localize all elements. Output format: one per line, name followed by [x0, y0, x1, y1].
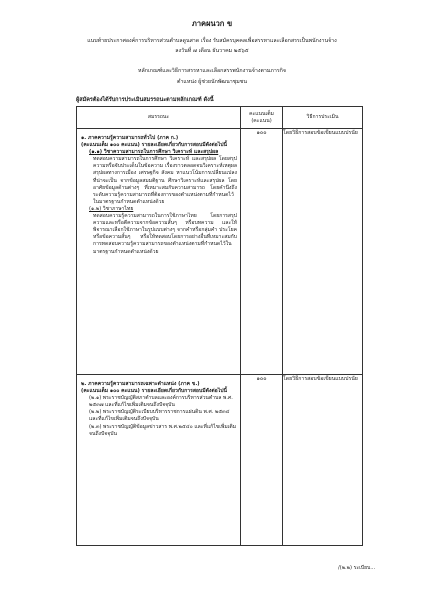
- subject-1-1-title: (๑.๑) วิชาความสามารถในการศึกษา วิเคราะห์ และสรุปผล: [89, 149, 219, 156]
- law-item: (๒.๑) พระราชบัญญัติสภาตำบลและองค์การบริหารส่วนตำบล พ.ศ. ๒๕๓๗ และที่แก้ไขเพิ่มเติมจนถึงปัจจุบัน: [89, 395, 233, 409]
- position-name: ตำแหน่ง ผู้ช่วยนักพัฒนาชุมชน: [177, 79, 247, 85]
- announcement-subtitle: แนบท้ายประกาศองค์การบริหารส่วนตำบลดูนสาด เรื่อง รับสมัครบุคคลเพื่อสรรหาและเลือกสรรเป็นพนักงานจ้าง: [87, 38, 337, 44]
- section-2-subtitle: (คะแนนเต็ม ๑๐๐ คะแนน) รายละเอียดเกี่ยวกับการสอบมีดังต่อไปนี้: [81, 388, 228, 395]
- column-header-full-score: คะแนนเต็ม (คะแนน): [241, 107, 283, 129]
- column-header-method: วิธีการประเมิน: [283, 107, 363, 129]
- subject-1-2-text: ทดสอบความรู้ความสามารถในการใช้ภาษาไทย โดยการสรุปความและหรือตีความจากข้อความสั้นๆ หรือบทความ และให้พิจารณาเลือกใช้ภาษาในรูปแบบต่างๆ จากคำหรือกลุ่มคำ ประโยค หรือข้อความสั้นๆ หรือให้ทดสอบโดยการอย่างอื่นที่เหมาะสมกับการทดสอบความรู้ความสามารถของตำแหน่งตามที่กำหนดไว้ในมาตรฐานกำหนดตำแหน่งด้วย: [93, 213, 237, 255]
- criteria-heading: หลักเกณฑ์และวิธีการสรรหาและเลือกสรรพนักงานจ้างตามภารกิจ: [138, 68, 286, 74]
- table-header-row: [77, 107, 363, 129]
- section-2-title: ๒. ภาคความรู้ความสามารถเฉพาะตำแหน่ง (ภาค ข.): [81, 381, 200, 387]
- section-1-title: ๑. ภาคความรู้ความสามารถทั่วไป (ภาค ก.): [81, 135, 179, 141]
- law-item: (๒.๓) พระราชบัญญัติข้อมูลข่าวสาร พ.ศ.๒๕๔๐ และที่แก้ไขเพิ่มเติมจนถึงปัจจุบัน: [89, 423, 237, 437]
- section-2-score: ๑๐๐: [241, 375, 283, 546]
- intro-text: ผู้สมัครต้องได้รับการประเมินสมรรถนะตามหลักเกณฑ์ ดังนี้: [76, 97, 214, 103]
- announcement-date: ลงวันที่ ๗ เดือน ธันวาคม ๒๕๖๕: [175, 48, 249, 54]
- law-item: (๒.๒) พระราชบัญญัติระเบียบบริหารราชการแผ่นดิน พ.ศ. ๒๕๓๔ และที่แก้ไขเพิ่มเติมจนถึงปัจจุบัน: [89, 409, 230, 423]
- subject-1-1-text: ทดสอบความสามารถในการศึกษา วิเคราะห์ และสรุปผล โดยสรุปความหรือจับประเด็นในข้อความ เรื่องราวตลอดจนวิเคราะห์เหตุผล สรุปผลทางการเมือง เศรษฐกิจ สังคม หาแนวโน้มการเปลี่ยนแปลงที่น่าจะเป็น จากข้อมูลสมมติฐาน ศึกษาวิเคราะห์และสรุปผล โดยอาศัยข้อมูลด้านต่างๆ ที่เหมาะสมกับความสามารถ โดยคำนึงถึงระดับความรู้ความสามารถที่ต้องการของตำแหน่งตามที่กำหนดไว้ในมาตรฐานกำหนดตำแหน่งด้วย: [93, 156, 237, 205]
- page-title: ภาคผนวก ข: [191, 19, 233, 28]
- section-1-method: โดยวิธีการสอบข้อเขียนแบบปรนัย: [283, 129, 363, 375]
- table-row: [77, 375, 363, 546]
- table-row: [77, 129, 363, 375]
- section-1-subtitle: (คะแนนเต็ม ๑๐๐ คะแนน) รายละเอียดเกี่ยวกับการสอบมีดังต่อไปนี้: [81, 142, 228, 149]
- section-1-score: ๑๐๐: [241, 129, 283, 375]
- criteria-table: [76, 106, 363, 546]
- section-2-method: โดยวิธีการสอบข้อเขียนแบบปรนัย: [283, 375, 363, 546]
- column-header-competency: สมรรถนะ: [77, 107, 241, 129]
- subject-1-2-title: (๑.๒) วิชาภาษาไทย: [89, 205, 134, 212]
- continuation-note: /(๒.๒) ระเบียบ...: [338, 565, 376, 571]
